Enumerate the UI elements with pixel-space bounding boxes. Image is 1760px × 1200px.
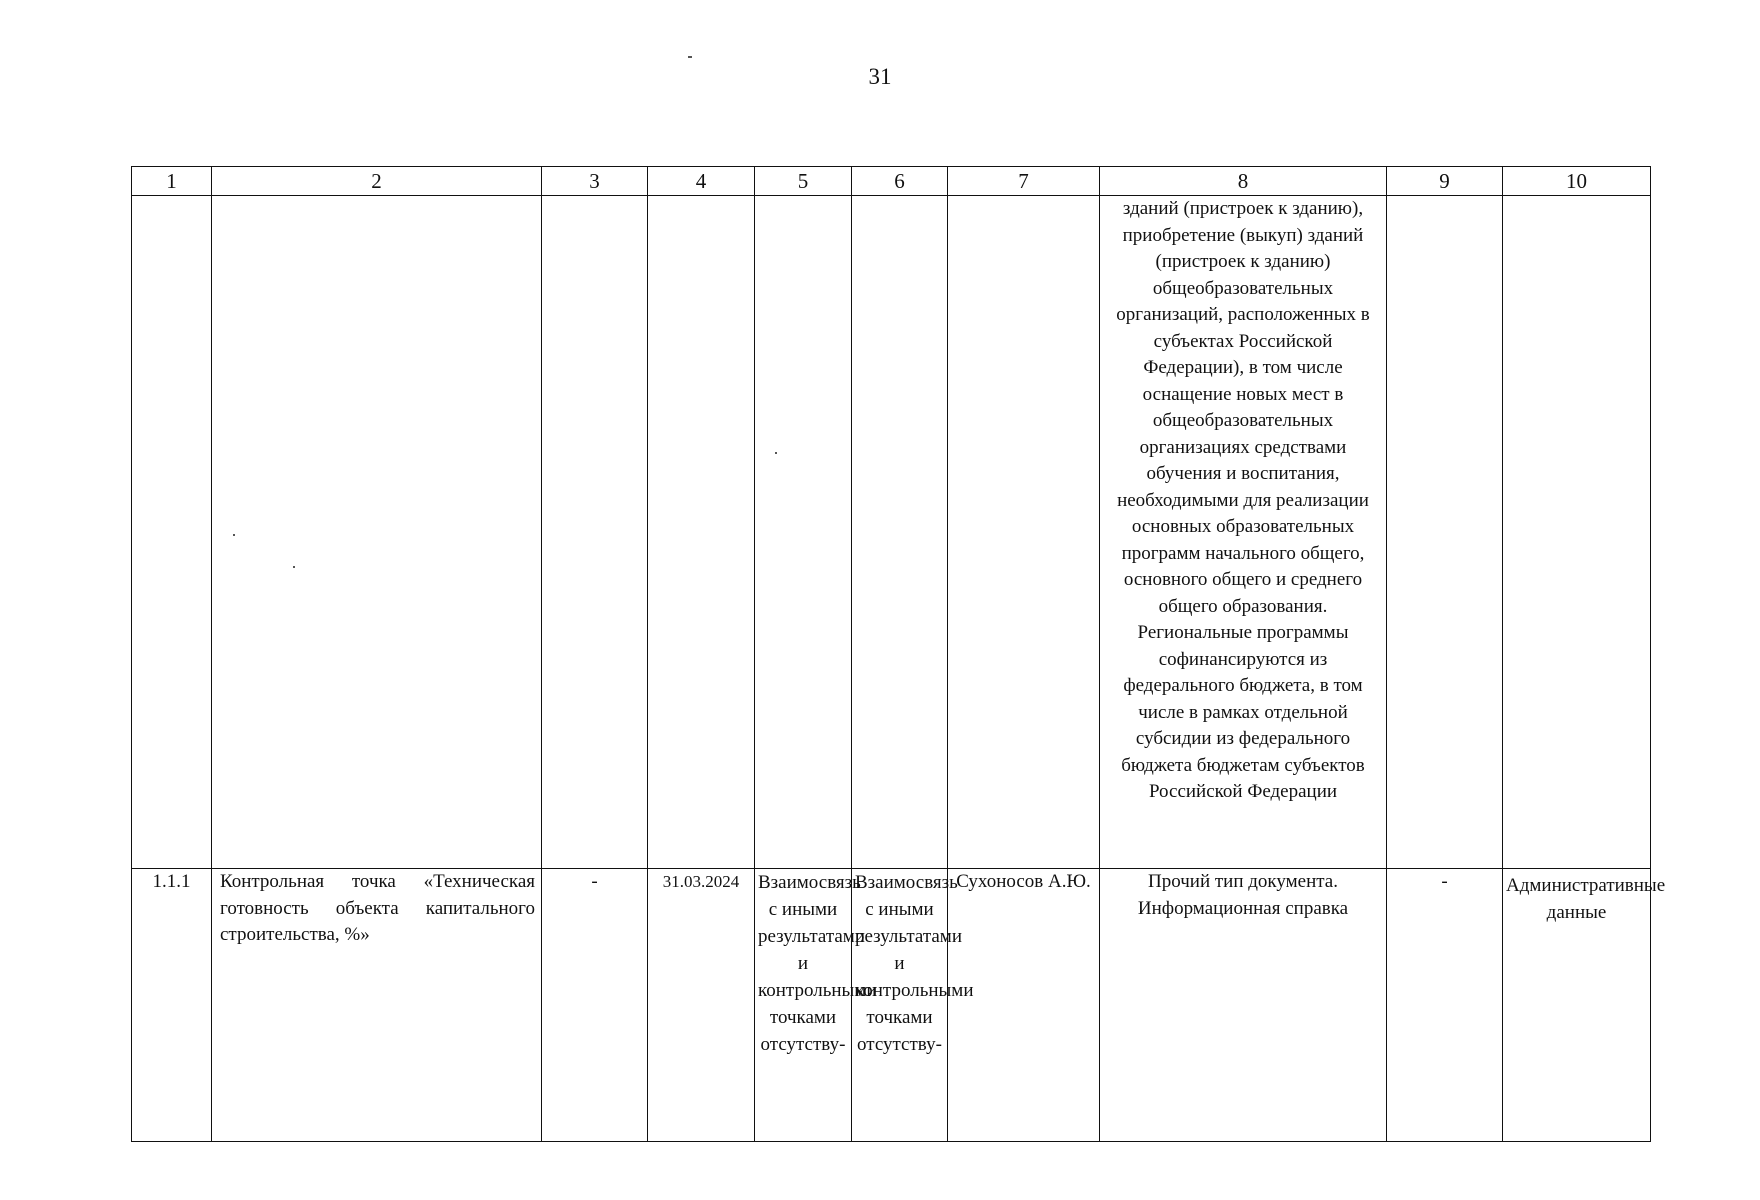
column-header-7: 7 [948, 167, 1100, 196]
cell-empty [212, 196, 542, 869]
column-header-6: 6 [852, 167, 948, 196]
cell-empty [132, 196, 212, 869]
cell-relation-5: Взаимосвязь с иными результатами и контрольными точками отсутству- [755, 869, 852, 1142]
column-header-2: 2 [212, 167, 542, 196]
cell-empty [948, 196, 1100, 869]
scan-speck [688, 56, 692, 58]
cell-data-source: Административные данные [1503, 869, 1651, 1142]
cell-responsible: Сухоносов А.Ю. [948, 869, 1100, 1142]
cell-empty [648, 196, 755, 869]
cell-document-type: Прочий тип документа. Информационная справка [1100, 869, 1387, 1142]
table-row-continuation [132, 196, 1651, 869]
column-header-3: 3 [542, 167, 648, 196]
cell-empty [1503, 196, 1651, 869]
cell-empty [852, 196, 948, 869]
document-table [131, 166, 1666, 1142]
column-header-8: 8 [1100, 167, 1387, 196]
header-row [132, 167, 1651, 196]
cell-item-number: 1.1.1 [132, 869, 212, 1142]
cell-col9: - [1387, 869, 1503, 1142]
cell-continued-description: зданий (пристроек к зданию), приобретение (выкуп) зданий (пристроек к зданию) общеобразовательных организаций, расположенных в субъектах Российской Федерации), в том числе оснащение новых мест в общеобразовательных организациях средствами обучения и воспитания, необходимыми для реализации основных образовательных программ начального общего, основного общего и среднего общего образования. Региональные программы софинансируются из федерального бюджета, в том числе в рамках отдельной субсидии из федерального бюджета бюджетам субъектов Российской Федерации [1100, 196, 1387, 869]
column-header-9: 9 [1387, 167, 1503, 196]
table-row-item [132, 869, 1651, 1142]
cell-empty [1387, 196, 1503, 869]
cell-date: 31.03.2024 [648, 869, 755, 1142]
column-header-10: 10 [1503, 167, 1651, 196]
column-header-1: 1 [132, 167, 212, 196]
cell-empty [542, 196, 648, 869]
column-header-4: 4 [648, 167, 755, 196]
cell-col3: - [542, 869, 648, 1142]
cell-relation-6: Взаимосвязь с иными результатами и контрольными точками отсутству- [852, 869, 948, 1142]
column-header-5: 5 [755, 167, 852, 196]
page-number: 31 [868, 64, 892, 89]
cell-empty [755, 196, 852, 869]
cell-item-name: Контрольная точка «Техническая готовность объекта капитального строительства, %» [212, 869, 542, 1142]
